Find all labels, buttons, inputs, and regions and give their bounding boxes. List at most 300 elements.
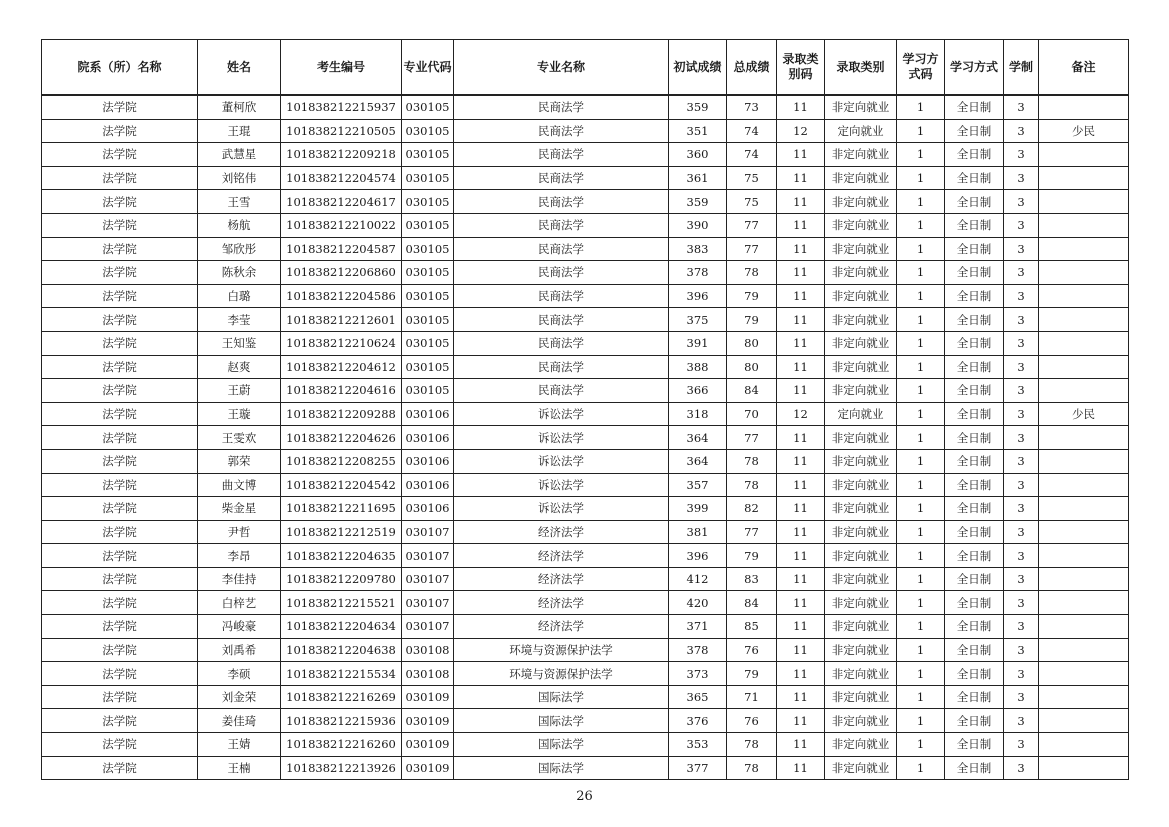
cell-category: 非定向就业 (825, 308, 897, 332)
cell-name: 王雪 (198, 190, 281, 214)
cell-college: 法学院 (42, 119, 198, 143)
cell-study-mode: 全日制 (945, 355, 1004, 379)
cell-category: 非定向就业 (825, 591, 897, 615)
cell-duration: 3 (1004, 166, 1039, 190)
cell-college: 法学院 (42, 497, 198, 521)
cell-study-mode: 全日制 (945, 237, 1004, 261)
cell-prelim-score: 383 (669, 237, 727, 261)
cell-candidate-id: 101838212216260 (281, 733, 402, 757)
cell-study-mode-code: 1 (897, 685, 945, 709)
cell-major-name: 民商法学 (454, 308, 669, 332)
cell-remarks (1039, 261, 1129, 285)
cell-name: 曲文博 (198, 473, 281, 497)
cell-major-name: 国际法学 (454, 756, 669, 780)
cell-category-code: 12 (777, 119, 825, 143)
header-name: 姓名 (198, 40, 281, 96)
admission-table (41, 39, 1129, 780)
table-row (42, 379, 1129, 403)
cell-prelim-score: 359 (669, 95, 727, 119)
cell-study-mode-code: 1 (897, 756, 945, 780)
cell-name: 邹欣彤 (198, 237, 281, 261)
cell-study-mode: 全日制 (945, 213, 1004, 237)
table-row (42, 473, 1129, 497)
header-candidate-id: 考生编号 (281, 40, 402, 96)
cell-candidate-id: 101838212210624 (281, 331, 402, 355)
cell-major-name: 国际法学 (454, 685, 669, 709)
cell-college: 法学院 (42, 284, 198, 308)
table-row (42, 355, 1129, 379)
cell-candidate-id: 101838212206860 (281, 261, 402, 285)
cell-major-code: 030106 (402, 473, 454, 497)
cell-duration: 3 (1004, 520, 1039, 544)
cell-major-code: 030105 (402, 190, 454, 214)
cell-category: 非定向就业 (825, 709, 897, 733)
cell-major-code: 030105 (402, 308, 454, 332)
cell-major-code: 030109 (402, 709, 454, 733)
cell-major-name: 民商法学 (454, 190, 669, 214)
cell-study-mode: 全日制 (945, 143, 1004, 167)
cell-category: 非定向就业 (825, 166, 897, 190)
cell-duration: 3 (1004, 449, 1039, 473)
table-row (42, 449, 1129, 473)
cell-category: 非定向就业 (825, 449, 897, 473)
cell-major-code: 030107 (402, 615, 454, 639)
cell-college: 法学院 (42, 402, 198, 426)
table-row (42, 615, 1129, 639)
cell-candidate-id: 101838212204616 (281, 379, 402, 403)
cell-study-mode-code: 1 (897, 615, 945, 639)
cell-study-mode: 全日制 (945, 733, 1004, 757)
cell-major-code: 030109 (402, 685, 454, 709)
cell-college: 法学院 (42, 379, 198, 403)
cell-name: 白梓艺 (198, 591, 281, 615)
cell-major-name: 民商法学 (454, 95, 669, 119)
cell-remarks: 少民 (1039, 119, 1129, 143)
cell-major-code: 030105 (402, 261, 454, 285)
cell-remarks (1039, 520, 1129, 544)
cell-remarks (1039, 615, 1129, 639)
cell-major-name: 诉讼法学 (454, 449, 669, 473)
cell-candidate-id: 101838212204542 (281, 473, 402, 497)
cell-category: 非定向就业 (825, 95, 897, 119)
cell-category-code: 11 (777, 662, 825, 686)
cell-college: 法学院 (42, 591, 198, 615)
header-major-code: 专业代码 (402, 40, 454, 96)
cell-name: 王雯欢 (198, 426, 281, 450)
cell-category: 非定向就业 (825, 261, 897, 285)
cell-name: 赵爽 (198, 355, 281, 379)
cell-total-score: 74 (727, 119, 777, 143)
table-row (42, 520, 1129, 544)
cell-duration: 3 (1004, 567, 1039, 591)
cell-category: 非定向就业 (825, 426, 897, 450)
cell-study-mode: 全日制 (945, 638, 1004, 662)
cell-study-mode: 全日制 (945, 685, 1004, 709)
cell-study-mode-code: 1 (897, 473, 945, 497)
cell-major-code: 030106 (402, 449, 454, 473)
header-row (42, 40, 1129, 96)
cell-name: 刘铭伟 (198, 166, 281, 190)
cell-category: 非定向就业 (825, 237, 897, 261)
cell-candidate-id: 101838212209288 (281, 402, 402, 426)
cell-category: 定向就业 (825, 402, 897, 426)
cell-study-mode-code: 1 (897, 733, 945, 757)
cell-study-mode-code: 1 (897, 190, 945, 214)
cell-category-code: 11 (777, 567, 825, 591)
cell-prelim-score: 318 (669, 402, 727, 426)
cell-duration: 3 (1004, 426, 1039, 450)
cell-total-score: 77 (727, 520, 777, 544)
cell-category: 非定向就业 (825, 473, 897, 497)
cell-duration: 3 (1004, 497, 1039, 521)
cell-prelim-score: 365 (669, 685, 727, 709)
cell-duration: 3 (1004, 143, 1039, 167)
cell-total-score: 74 (727, 143, 777, 167)
cell-name: 刘金荣 (198, 685, 281, 709)
cell-study-mode-code: 1 (897, 709, 945, 733)
cell-category: 非定向就业 (825, 355, 897, 379)
cell-remarks (1039, 331, 1129, 355)
cell-total-score: 78 (727, 733, 777, 757)
cell-prelim-score: 360 (669, 143, 727, 167)
cell-prelim-score: 378 (669, 261, 727, 285)
cell-total-score: 84 (727, 591, 777, 615)
cell-total-score: 73 (727, 95, 777, 119)
cell-study-mode: 全日制 (945, 331, 1004, 355)
cell-major-code: 030107 (402, 544, 454, 568)
cell-major-name: 诉讼法学 (454, 426, 669, 450)
cell-major-name: 环境与资源保护法学 (454, 662, 669, 686)
cell-candidate-id: 101838212208255 (281, 449, 402, 473)
cell-study-mode: 全日制 (945, 308, 1004, 332)
cell-major-code: 030106 (402, 402, 454, 426)
cell-study-mode-code: 1 (897, 119, 945, 143)
cell-prelim-score: 399 (669, 497, 727, 521)
cell-college: 法学院 (42, 166, 198, 190)
table-row (42, 166, 1129, 190)
cell-study-mode-code: 1 (897, 213, 945, 237)
table-row (42, 237, 1129, 261)
cell-remarks (1039, 449, 1129, 473)
cell-name: 董柯欣 (198, 95, 281, 119)
cell-study-mode: 全日制 (945, 95, 1004, 119)
page-number: 26 (576, 789, 593, 804)
cell-remarks (1039, 284, 1129, 308)
cell-remarks (1039, 166, 1129, 190)
cell-remarks (1039, 662, 1129, 686)
cell-study-mode: 全日制 (945, 473, 1004, 497)
cell-study-mode: 全日制 (945, 190, 1004, 214)
cell-remarks (1039, 591, 1129, 615)
cell-major-code: 030105 (402, 213, 454, 237)
cell-major-code: 030105 (402, 237, 454, 261)
cell-prelim-score: 412 (669, 567, 727, 591)
cell-major-name: 经济法学 (454, 520, 669, 544)
table-row (42, 591, 1129, 615)
cell-category: 非定向就业 (825, 213, 897, 237)
cell-major-name: 民商法学 (454, 166, 669, 190)
cell-category-code: 11 (777, 733, 825, 757)
cell-duration: 3 (1004, 355, 1039, 379)
cell-major-code: 030105 (402, 331, 454, 355)
table-row (42, 284, 1129, 308)
cell-total-score: 80 (727, 355, 777, 379)
cell-category: 非定向就业 (825, 662, 897, 686)
cell-category: 非定向就业 (825, 756, 897, 780)
table-row (42, 426, 1129, 450)
table-body (42, 95, 1129, 780)
cell-name: 王璇 (198, 402, 281, 426)
cell-candidate-id: 101838212204587 (281, 237, 402, 261)
cell-name: 杨航 (198, 213, 281, 237)
cell-duration: 3 (1004, 662, 1039, 686)
cell-study-mode: 全日制 (945, 615, 1004, 639)
cell-category-code: 11 (777, 449, 825, 473)
table-row (42, 331, 1129, 355)
cell-major-name: 民商法学 (454, 213, 669, 237)
cell-total-score: 79 (727, 308, 777, 332)
cell-name: 冯峻豪 (198, 615, 281, 639)
cell-remarks (1039, 567, 1129, 591)
cell-category: 非定向就业 (825, 615, 897, 639)
cell-name: 王婧 (198, 733, 281, 757)
cell-duration: 3 (1004, 473, 1039, 497)
header-category-code: 录取类别码 (777, 40, 825, 96)
cell-prelim-score: 396 (669, 284, 727, 308)
cell-major-name: 民商法学 (454, 237, 669, 261)
cell-major-code: 030105 (402, 166, 454, 190)
cell-college: 法学院 (42, 261, 198, 285)
cell-name: 陈秋余 (198, 261, 281, 285)
cell-category-code: 11 (777, 544, 825, 568)
cell-major-code: 030109 (402, 756, 454, 780)
cell-major-name: 经济法学 (454, 591, 669, 615)
cell-major-name: 诉讼法学 (454, 402, 669, 426)
cell-category: 非定向就业 (825, 379, 897, 403)
table-row (42, 213, 1129, 237)
cell-category-code: 11 (777, 166, 825, 190)
cell-remarks (1039, 308, 1129, 332)
cell-candidate-id: 101838212210022 (281, 213, 402, 237)
cell-duration: 3 (1004, 756, 1039, 780)
cell-candidate-id: 101838212209218 (281, 143, 402, 167)
cell-category: 非定向就业 (825, 331, 897, 355)
cell-college: 法学院 (42, 520, 198, 544)
cell-college: 法学院 (42, 190, 198, 214)
cell-duration: 3 (1004, 95, 1039, 119)
cell-prelim-score: 353 (669, 733, 727, 757)
header-category: 录取类别 (825, 40, 897, 96)
cell-category: 非定向就业 (825, 520, 897, 544)
cell-candidate-id: 101838212212519 (281, 520, 402, 544)
cell-college: 法学院 (42, 449, 198, 473)
cell-prelim-score: 420 (669, 591, 727, 615)
header-study-mode: 学习方式 (945, 40, 1004, 96)
cell-category: 非定向就业 (825, 733, 897, 757)
table-row (42, 709, 1129, 733)
cell-category-code: 11 (777, 237, 825, 261)
header-total-score: 总成绩 (727, 40, 777, 96)
cell-major-code: 030107 (402, 520, 454, 544)
cell-name: 武慧星 (198, 143, 281, 167)
cell-duration: 3 (1004, 591, 1039, 615)
cell-remarks (1039, 497, 1129, 521)
cell-college: 法学院 (42, 308, 198, 332)
cell-study-mode: 全日制 (945, 166, 1004, 190)
cell-college: 法学院 (42, 733, 198, 757)
cell-study-mode-code: 1 (897, 520, 945, 544)
cell-total-score: 78 (727, 261, 777, 285)
cell-college: 法学院 (42, 544, 198, 568)
cell-remarks (1039, 95, 1129, 119)
cell-category-code: 11 (777, 520, 825, 544)
cell-total-score: 79 (727, 284, 777, 308)
cell-major-code: 030105 (402, 284, 454, 308)
cell-remarks (1039, 709, 1129, 733)
cell-major-name: 民商法学 (454, 284, 669, 308)
cell-duration: 3 (1004, 709, 1039, 733)
cell-name: 姜佳琦 (198, 709, 281, 733)
table-row (42, 261, 1129, 285)
cell-name: 尹哲 (198, 520, 281, 544)
cell-category-code: 11 (777, 473, 825, 497)
cell-college: 法学院 (42, 237, 198, 261)
cell-prelim-score: 373 (669, 662, 727, 686)
cell-college: 法学院 (42, 95, 198, 119)
cell-remarks (1039, 733, 1129, 757)
cell-study-mode: 全日制 (945, 520, 1004, 544)
cell-candidate-id: 101838212209780 (281, 567, 402, 591)
cell-category-code: 11 (777, 213, 825, 237)
cell-prelim-score: 391 (669, 331, 727, 355)
cell-study-mode-code: 1 (897, 544, 945, 568)
cell-total-score: 77 (727, 426, 777, 450)
cell-prelim-score: 376 (669, 709, 727, 733)
cell-category-code: 11 (777, 284, 825, 308)
cell-name: 王知鉴 (198, 331, 281, 355)
cell-prelim-score: 364 (669, 426, 727, 450)
cell-study-mode: 全日制 (945, 497, 1004, 521)
cell-category-code: 11 (777, 331, 825, 355)
cell-major-code: 030108 (402, 638, 454, 662)
cell-name: 李佳持 (198, 567, 281, 591)
cell-prelim-score: 388 (669, 355, 727, 379)
header-prelim-score: 初试成绩 (669, 40, 727, 96)
cell-category: 非定向就业 (825, 143, 897, 167)
cell-major-name: 民商法学 (454, 143, 669, 167)
cell-study-mode-code: 1 (897, 143, 945, 167)
cell-total-score: 78 (727, 473, 777, 497)
cell-prelim-score: 375 (669, 308, 727, 332)
cell-major-name: 经济法学 (454, 567, 669, 591)
cell-total-score: 79 (727, 544, 777, 568)
cell-candidate-id: 101838212204635 (281, 544, 402, 568)
cell-candidate-id: 101838212204612 (281, 355, 402, 379)
cell-category: 非定向就业 (825, 685, 897, 709)
table-row (42, 190, 1129, 214)
cell-prelim-score: 359 (669, 190, 727, 214)
cell-duration: 3 (1004, 119, 1039, 143)
cell-duration: 3 (1004, 261, 1039, 285)
cell-duration: 3 (1004, 733, 1039, 757)
cell-remarks: 少民 (1039, 402, 1129, 426)
cell-prelim-score: 390 (669, 213, 727, 237)
cell-major-code: 030105 (402, 355, 454, 379)
cell-candidate-id: 101838212215534 (281, 662, 402, 686)
cell-name: 柴金星 (198, 497, 281, 521)
cell-study-mode: 全日制 (945, 756, 1004, 780)
cell-college: 法学院 (42, 473, 198, 497)
cell-candidate-id: 101838212211695 (281, 497, 402, 521)
cell-major-code: 030105 (402, 379, 454, 403)
cell-total-score: 76 (727, 638, 777, 662)
cell-study-mode-code: 1 (897, 379, 945, 403)
cell-remarks (1039, 426, 1129, 450)
table-row (42, 143, 1129, 167)
cell-major-name: 国际法学 (454, 709, 669, 733)
cell-duration: 3 (1004, 284, 1039, 308)
cell-name: 王蔚 (198, 379, 281, 403)
cell-study-mode: 全日制 (945, 261, 1004, 285)
cell-study-mode: 全日制 (945, 284, 1004, 308)
cell-study-mode: 全日制 (945, 402, 1004, 426)
cell-category: 定向就业 (825, 119, 897, 143)
cell-college: 法学院 (42, 143, 198, 167)
cell-major-name: 国际法学 (454, 733, 669, 757)
cell-candidate-id: 101838212210505 (281, 119, 402, 143)
header-remarks: 备注 (1039, 40, 1129, 96)
cell-study-mode-code: 1 (897, 166, 945, 190)
cell-duration: 3 (1004, 379, 1039, 403)
cell-major-name: 民商法学 (454, 355, 669, 379)
cell-duration: 3 (1004, 638, 1039, 662)
cell-study-mode-code: 1 (897, 355, 945, 379)
cell-study-mode: 全日制 (945, 379, 1004, 403)
cell-remarks (1039, 355, 1129, 379)
cell-college: 法学院 (42, 756, 198, 780)
cell-category: 非定向就业 (825, 638, 897, 662)
cell-category-code: 11 (777, 190, 825, 214)
cell-study-mode-code: 1 (897, 284, 945, 308)
cell-major-code: 030109 (402, 733, 454, 757)
cell-candidate-id: 101838212204574 (281, 166, 402, 190)
cell-remarks (1039, 237, 1129, 261)
table-row (42, 95, 1129, 119)
cell-candidate-id: 101838212216269 (281, 685, 402, 709)
cell-total-score: 77 (727, 237, 777, 261)
cell-name: 李莹 (198, 308, 281, 332)
cell-prelim-score: 381 (669, 520, 727, 544)
cell-name: 李昂 (198, 544, 281, 568)
cell-candidate-id: 101838212204617 (281, 190, 402, 214)
cell-name: 刘禹希 (198, 638, 281, 662)
cell-category-code: 11 (777, 497, 825, 521)
cell-total-score: 79 (727, 662, 777, 686)
cell-category-code: 11 (777, 638, 825, 662)
cell-prelim-score: 378 (669, 638, 727, 662)
cell-category-code: 11 (777, 709, 825, 733)
cell-total-score: 76 (727, 709, 777, 733)
header-major-name: 专业名称 (454, 40, 669, 96)
cell-category-code: 11 (777, 143, 825, 167)
cell-category-code: 11 (777, 261, 825, 285)
cell-college: 法学院 (42, 426, 198, 450)
cell-remarks (1039, 213, 1129, 237)
cell-college: 法学院 (42, 685, 198, 709)
cell-category-code: 11 (777, 615, 825, 639)
cell-remarks (1039, 756, 1129, 780)
cell-college: 法学院 (42, 638, 198, 662)
